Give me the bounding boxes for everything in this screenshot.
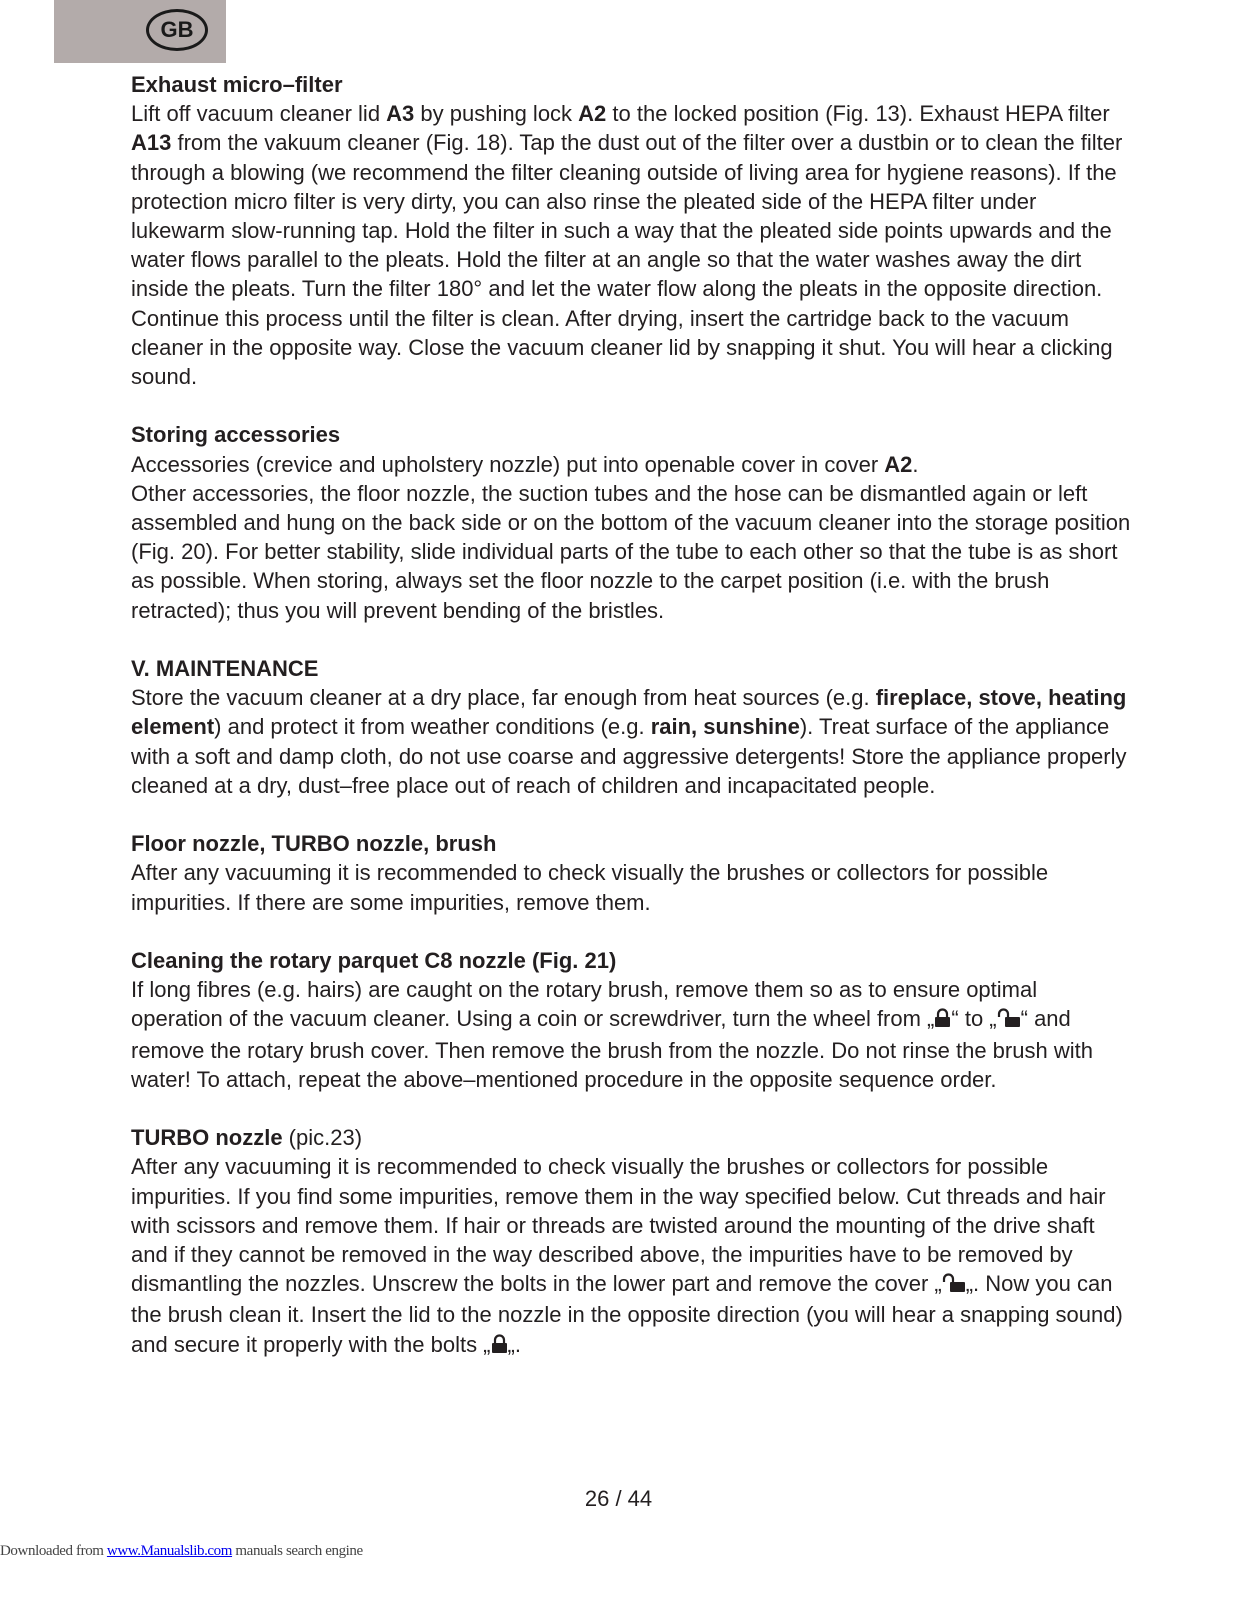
document-body bbox=[131, 70, 1131, 1361]
language-tab bbox=[54, 0, 226, 63]
section-text-maintenance: Store the vacuum cleaner at a dry place, far enough from heat sources (e.g. fireplace, stove, heating element) and protect it from weather conditions (e.g. rain, sunshine). Treat surface of the appliance with a soft and damp cloth, do not use coarse and aggressive detergents! Store the appliance properly cleaned at a dry, dust–free place out of reach of children and incapacitated people. bbox=[131, 685, 1127, 798]
manualslib-link[interactable]: www.Manualslib.com bbox=[106, 1543, 233, 1559]
language-badge: GB bbox=[146, 9, 208, 51]
lock-closed-icon bbox=[934, 1006, 951, 1035]
section-title-exhaust: Exhaust micro–filter bbox=[131, 72, 343, 97]
section-text-rotary: If long fibres (e.g. hairs) are caught on the rotary brush, remove them so as to ensure optimal operation of the vacuum cleaner. Using a coin or screwdriver, turn the wheel from „ “ to „ “ and remove the rotary brush cover. Then remove the brush from the nozzle. Do not rinse the brush with water! To attach, repeat the above–mentioned procedure in the opposite sequence order. bbox=[131, 977, 1093, 1092]
download-footer: Downloaded from www.Manualslib.com manuals search engine bbox=[0, 1543, 363, 1559]
section-text-exhaust: Lift off vacuum cleaner lid A3 by pushing lock A2 to the locked position (Fig. 13). Exhaust HEPA filter A13 from the vakuum cleaner (Fig. 18). Tap the dust out of the filter over a dustbin or to clean the filter through a blowing (we recommend the filter cleaning outside of living area for hygiene reasons). If the protection micro filter is very dirty, you can also rinse the pleated side of the HEPA filter under lukewarm slow-running tap. Hold the filter in such a way that the pleated side points upwards and the water flows parallel to the pleats. Hold the filter at an angle so that the water washes away the dirt inside the pleats. Turn the filter 180° and let the water flow along the pleats in the opposite direction. Continue this process until the filter is clean. After drying, insert the cartridge back to the vacuum cleaner in the opposite way. Close the vacuum cleaner lid by snapping it shut. You will hear a clicking sound. bbox=[131, 101, 1123, 390]
section-title-maintenance: V. MAINTENANCE bbox=[131, 656, 319, 682]
section-text-storing-2: Other accessories, the floor nozzle, the suction tubes and the hose can be dismantled again or left assembled and hung on the back side or on the bottom of the vacuum cleaner into the storage position (Fig. 20). For better stability, slide individual parts of the tube to each other so that the tube is as short as possible. When storing, always set the floor nozzle to the carpet position (i.e. with the brush retracted); thus you will prevent bending of the bristles. bbox=[131, 480, 1131, 623]
section-title-rotary: Cleaning the rotary parquet C8 nozzle (Fig. 21) bbox=[131, 948, 617, 974]
section-text-turbo: After any vacuuming it is recommended to check visually the brushes or collectors for possible impurities. If you find some impurities, remove them in the way specified below. Cut threads and hair with scissors and remove them. If hair or threads are twisted around the mounting of the drive shaft and if they cannot be removed in the way described above, the impurities have to be removed by dismantling the nozzles. Unscrew the bolts in the lower part and remove the cover „ „. Now you can the brush clean it. Insert the lid to the nozzle in the opposite direction (you will hear a snapping sound) and secure it properly with the bolts „ „. bbox=[131, 1152, 1131, 1360]
section-text-floor: After any vacuuming it is recommended to check visually the brushes or collectors for possible impurities. If there are some impurities, remove them. bbox=[131, 860, 1049, 915]
section-title-turbo: TURBO nozzle (pic.23) bbox=[131, 1125, 363, 1151]
section-title-storing: Storing accessories bbox=[131, 422, 341, 448]
lock-open-icon bbox=[942, 1271, 966, 1300]
page-number: 26 / 44 bbox=[584, 1486, 653, 1511]
section-title-floor: Floor nozzle, TURBO nozzle, brush bbox=[131, 831, 497, 857]
section-text-storing: Accessories (crevice and upholstery nozzle) put into openable cover in cover A2. bbox=[131, 451, 919, 477]
lock-open-icon bbox=[997, 1006, 1021, 1035]
lock-closed-icon bbox=[491, 1332, 508, 1361]
